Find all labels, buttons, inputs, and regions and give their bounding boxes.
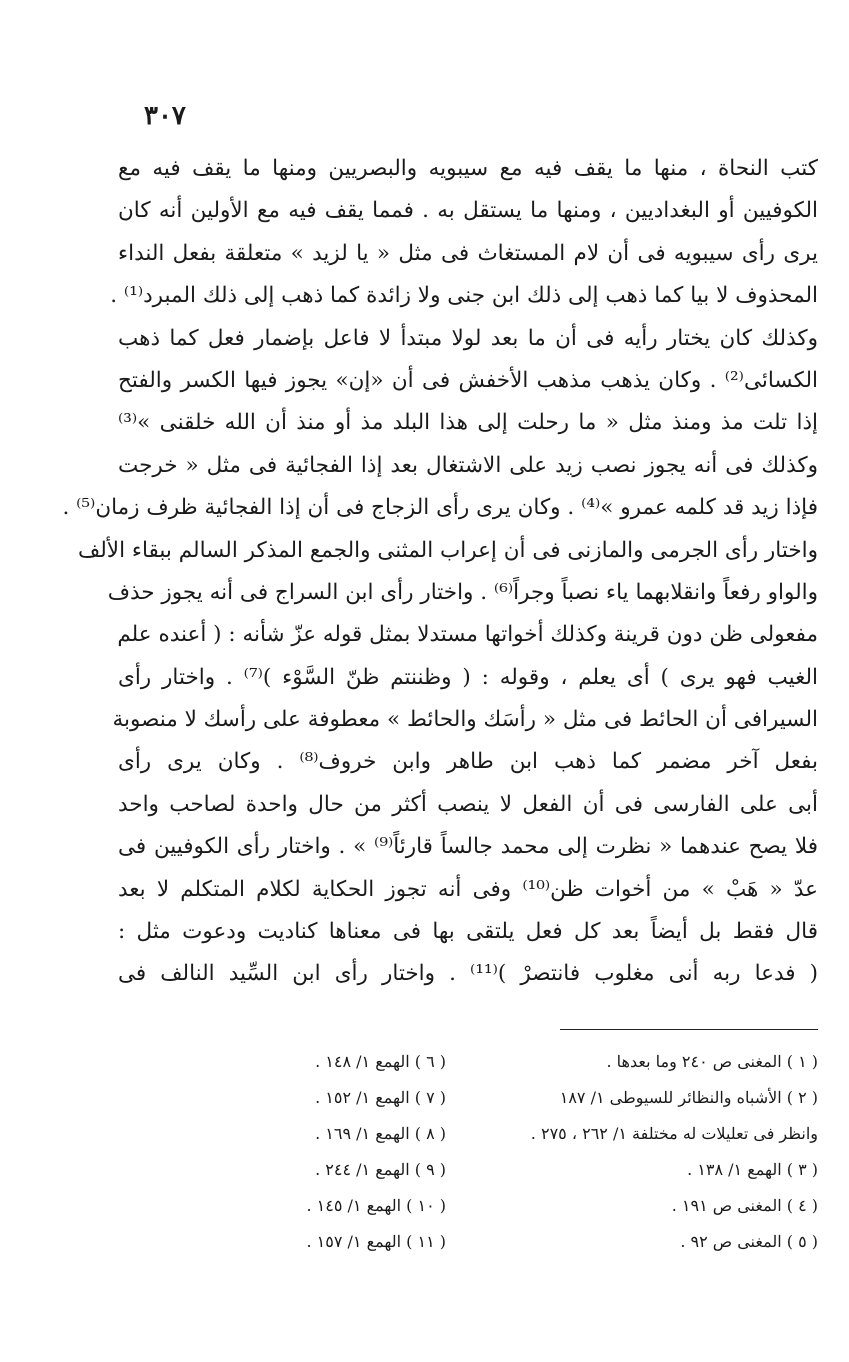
footnote: ( ٤ ) المغنى ص ١٩١ .	[671, 1196, 818, 1215]
footnote: ( ٥ ) المغنى ص ٩٢ .	[680, 1232, 818, 1251]
text-line: ( فدعا ربه أنى مغلوب فانتصرْ )⁽¹¹⁾ . واختار رأى ابن السِّيد النالف فى	[118, 961, 819, 987]
text-line: قال فقط بل أيضاً بعد كل فعل يلتقى بها فى معناها كناديت ودعوت مثل :	[118, 919, 818, 945]
text-line: والواو رفعاً وانقلابهما ياء نصباً وجراً⁽⁶⁾ . واختار رأى ابن السراج فى أنه يجوز حذف	[107, 579, 818, 605]
footnote: ( ٩ ) الهمع ١/ ٢٤٤ .	[315, 1160, 446, 1179]
footnote: ( ١١ ) الهمع ١/ ١٥٧ .	[306, 1232, 446, 1251]
text-line: بفعل آخر مضمر كما ذهب ابن طاهر وابن خروف⁽⁸⁾ . وكان يرى رأى	[118, 749, 818, 775]
footnote: ( ١٠ ) الهمع ١/ ١٤٥ .	[306, 1196, 446, 1215]
text-line: واختار رأى الجرمى والمازنى فى أن إعراب المثنى والجمع المذكر السالم ببقاء الألف	[78, 537, 818, 563]
text-line: فلا يصح عندهما « نظرت إلى محمد جالساً قارئاً⁽⁹⁾ » . واختار رأى الكوفيين فى	[118, 834, 818, 860]
text-line: الكوفيين أو البغداديين ، ومنها ما يستقل به . فمما يقف فيه مع الأولين أنه كان	[118, 198, 818, 224]
footnote: وانظر فى تعليلات له مختلفة ١/ ٢٦٢ ، ٢٧٥ .	[530, 1124, 818, 1143]
text-line: عدّ « هَبْ » من أخوات ظن⁽¹⁰⁾ وفى أنه تجوز الحكاية لكلام المتكلم لا بعد	[118, 876, 819, 902]
text-line: الغيب فهو يرى ) أى يعلم ، وقوله : ( وظننتم ظنّ السَّوْء )⁽⁷⁾ . واختار رأى	[118, 664, 818, 690]
text-line: فإذا زيد قد كلمه عمرو »⁽⁴⁾ . وكان يرى رأى الزجاج فى أن إذا الفجائية ظرف زمان⁽⁵⁾ .	[62, 495, 818, 521]
text-line: الكسائى⁽²⁾ . وكان يذهب مذهب الأخفش فى أن «إن» يجوز فيها الكسر والفتح	[118, 367, 818, 393]
footnote: ( ٦ ) الهمع ١/ ١٤٨ .	[315, 1052, 446, 1071]
footnote: ( ٨ ) الهمع ١/ ١٦٩ .	[315, 1124, 446, 1143]
footnote-divider	[560, 1029, 818, 1030]
footnote: ( ٢ ) الأشباه والنظائر للسيوطى ١/ ١٨٧	[559, 1088, 818, 1107]
footnote: ( ٧ ) الهمع ١/ ١٥٢ .	[315, 1088, 446, 1107]
footnote: ( ١ ) المغنى ص ٢٤٠ وما بعدها .	[606, 1052, 818, 1071]
footnotes-left-column	[240, 1044, 446, 1260]
page-number: ٣٠٧	[144, 101, 186, 131]
text-line: وكذلك فى أنه يجوز نصب زيد على الاشتغال بعد إذا الفجائية فى مثل « خرجت	[118, 452, 818, 478]
text-line: وكذلك كان يختار رأيه فى أن ما بعد لولا مبتدأ لا فاعل بإضمار فعل كما ذهب	[118, 325, 818, 351]
text-line: السيرافى أن الحائط فى مثل « رأسَك والحائط » معطوفة على رأسك لا منصوبة	[112, 707, 818, 733]
text-line: مفعولى ظن دون قرينة وكذلك أخواتها مستدلا بمثل قوله عزّ شأنه : ( أعنده علم	[117, 622, 818, 648]
footnote: ( ٣ ) الهمع ١/ ١٣٨ .	[687, 1160, 818, 1179]
text-line: إذا تلت مذ ومنذ مثل « ما رحلت إلى هذا البلد مذ أو منذ أن الله خلقنى »⁽³⁾	[118, 410, 818, 436]
footnotes-right-column	[470, 1044, 818, 1260]
main-text	[62, 148, 819, 996]
text-line: المحذوف لا بيا كما ذهب إلى ذلك ابن جنى ولا زائدة كما ذهب إلى ذلك المبرد⁽¹⁾ .	[110, 283, 818, 309]
text-line: كتب النحاة ، منها ما يقف فيه مع سيبويه والبصريين ومنها ما يقف فيه مع	[118, 156, 818, 181]
text-line: يرى رأى سيبويه فى أن لام المستغاث فى مثل « يا لزيد » متعلقة بفعل النداء	[118, 240, 818, 266]
text-line: أبى على الفارسى فى أن الفعل لا ينصب أكثر من حال واحدة لصاحب واحد	[118, 791, 818, 817]
